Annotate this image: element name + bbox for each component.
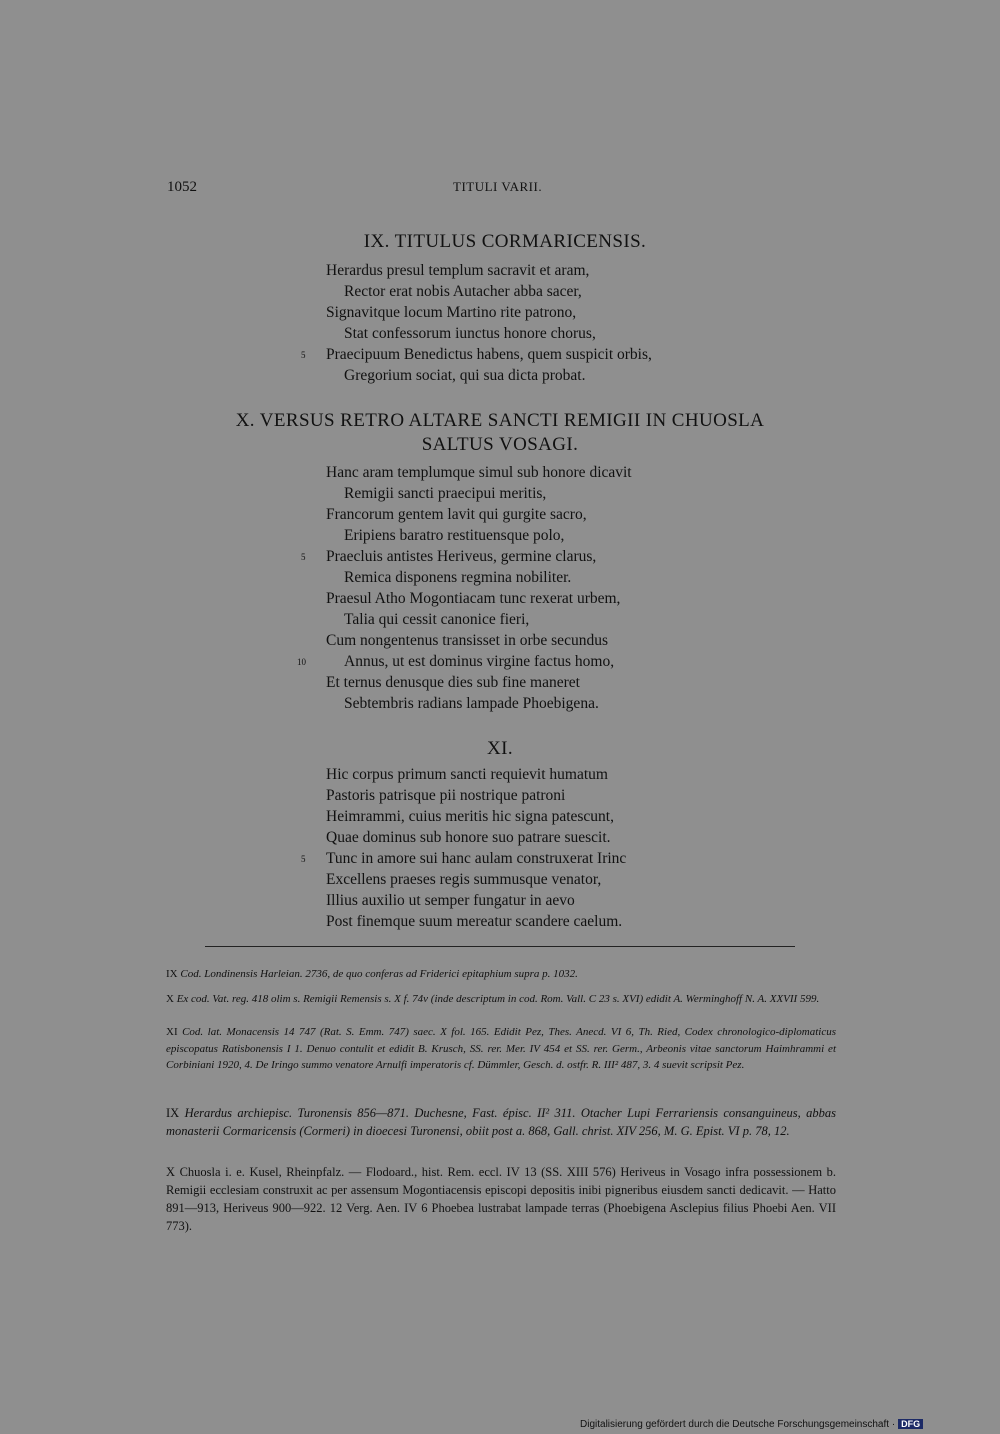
verse-line: Tunc in amore sui hanc aulam construxerat Irinc bbox=[326, 850, 627, 867]
commentary-lead: X bbox=[166, 1165, 176, 1179]
page-number: 1052 bbox=[167, 179, 197, 195]
verse-line: Quae dominus sub honore suo patrare suescit. bbox=[326, 829, 611, 846]
verse-line: Francorum gentem lavit qui gurgite sacro, bbox=[326, 506, 587, 523]
running-title: TITULI VARII. bbox=[453, 179, 543, 194]
section-title-x-line1: X. VERSUS RETRO ALTARE SANCTI REMIGII IN CHUOSLA bbox=[235, 410, 765, 431]
verse-line: Sebtembris radians lampade Phoebigena. bbox=[344, 695, 599, 712]
apparatus-x bbox=[166, 991, 836, 1008]
verse-line: Post finemque suum mereatur scandere caelum. bbox=[326, 913, 623, 930]
apparatus-lead: X bbox=[166, 993, 174, 1005]
verse-line: Illius auxilio ut semper fungatur in aevo bbox=[326, 892, 575, 909]
verse-line: Talia qui cessit canonice fieri, bbox=[344, 611, 530, 628]
line-number: 10 bbox=[297, 657, 306, 667]
commentary-x bbox=[166, 1163, 836, 1235]
section-title-x bbox=[180, 409, 820, 457]
apparatus-text: Cod. lat. Monacensis 14 747 (Rat. S. Emm. 747) saec. X fol. 165. Edidit Pez, Thes. Anecd. VI 6, Th. Ried, Codex chronologico-diplomaticus episcopatus Ratisbonensis I 1. Denuo contulit et edidit B. Krusch, SS. rer. Mer. IV 454 et SS. rer. Germ., Arbeonis vitae sanctorum Haimhrammi et Corbiniani 1920, 4. De Iringo summo venatore Arnulfi imperatoris cf. Dümmler, Gesch. d. ostfr. R. III² 487, 3. 4 suevit scripsit Pez. bbox=[166, 1026, 837, 1071]
verse-line: Stat confessorum iunctus honore chorus, bbox=[344, 325, 596, 342]
verse-line: Herardus presul templum sacravit et aram, bbox=[326, 262, 590, 279]
commentary-ix bbox=[166, 1104, 836, 1140]
apparatus-text: Cod. Londinensis Harleian. 2736, de quo conferas ad Friderici epitaphium supra p. 1032. bbox=[180, 968, 578, 980]
commentary-lead: IX bbox=[166, 1106, 180, 1120]
apparatus-lead: XI bbox=[166, 1026, 178, 1038]
line-number: 5 bbox=[301, 350, 306, 360]
line-number: 5 bbox=[301, 552, 306, 562]
section-title-xi: XI. bbox=[487, 738, 513, 759]
verse-line: Pastoris patrisque pii nostrique patroni bbox=[326, 787, 566, 804]
credit-text: Digitalisierung gefördert durch die Deutsche Forschungsgemeinschaft · bbox=[580, 1419, 896, 1430]
apparatus-lead: IX bbox=[166, 968, 178, 980]
verse-line: Praesul Atho Mogontiacam tunc rexerat urbem, bbox=[326, 590, 621, 607]
apparatus-xi bbox=[166, 1024, 836, 1074]
verse-line: Gregorium sociat, qui sua dicta probat. bbox=[344, 367, 586, 384]
commentary-text: Chuosla i. e. Kusel, Rheinpfalz. — Flodoard., hist. Rem. eccl. IV 13 (SS. XIII 576) Heriveus in Vosago infra possessionem b. Remigii ecclesiam construxit ac per assensum Mogontiacensis episcopi depositis inibi pigneribus eiusdem sancti dedicavit. — Hatto 891—913, Heriveus 900—922. 12 Verg. Aen. IV 6 Phoebea lustrabat lampade terras (Phoebigena Asclepius filius Phoebi Aen. VII 773). bbox=[166, 1165, 837, 1233]
verse-line: Remigii sancti praecipui meritis, bbox=[344, 485, 547, 502]
verse-line: Annus, ut est dominus virgine factus homo, bbox=[344, 653, 615, 670]
section-title-ix: IX. TITULUS CORMARICENSIS. bbox=[363, 231, 647, 252]
line-number: 5 bbox=[301, 854, 306, 864]
verse-line: Hic corpus primum sancti requievit humatum bbox=[326, 766, 608, 783]
verse-line: Praecipuum Benedictus habens, quem suspicit orbis, bbox=[326, 346, 652, 363]
verse-line: Eripiens baratro restituensque polo, bbox=[344, 527, 565, 544]
section-title-x-line2: SALTUS VOSAGI. bbox=[421, 434, 579, 455]
verse-line: Et ternus denusque dies sub fine maneret bbox=[326, 674, 580, 691]
footnote-rule bbox=[205, 946, 795, 947]
verse-line: Excellens praeses regis summusque venator, bbox=[326, 871, 602, 888]
digitization-credit bbox=[580, 1419, 923, 1430]
verse-line: Heimrammi, cuius meritis hic signa patescunt, bbox=[326, 808, 614, 825]
commentary-text: Herardus archiepisc. Turonensis 856—871. Duchesne, Fast. épisc. II² 311. Otacher Lupi Ferrariensis consanguineus, abbas monasterii Cormaricensis (Cormeri) in dioecesi Turonensi, obiit post a. 868, Gall. christ. XIV 256, M. G. Epist. VI p. 78, 12. bbox=[166, 1106, 836, 1138]
verse-line: Cum nongentenus transisset in orbe secundus bbox=[326, 632, 608, 649]
verse-line: Remica disponens regmina nobiliter. bbox=[344, 569, 572, 586]
dfg-logo: DFG bbox=[898, 1419, 923, 1429]
verse-line: Praecluis antistes Heriveus, germine clarus, bbox=[326, 548, 597, 565]
verse-line: Rector erat nobis Autacher abba sacer, bbox=[344, 283, 582, 300]
verse-line: Hanc aram templumque simul sub honore dicavit bbox=[326, 464, 632, 481]
apparatus-text: Ex cod. Vat. reg. 418 olim s. Remigii Remensis s. X f. 74v (inde descriptum in cod. Rom. Vall. C 23 s. XVI) edidit A. Werminghoff N. A. XXVII 599. bbox=[176, 993, 820, 1005]
apparatus-ix bbox=[166, 966, 836, 983]
verse-line: Signavitque locum Martino rite patrono, bbox=[326, 304, 577, 321]
